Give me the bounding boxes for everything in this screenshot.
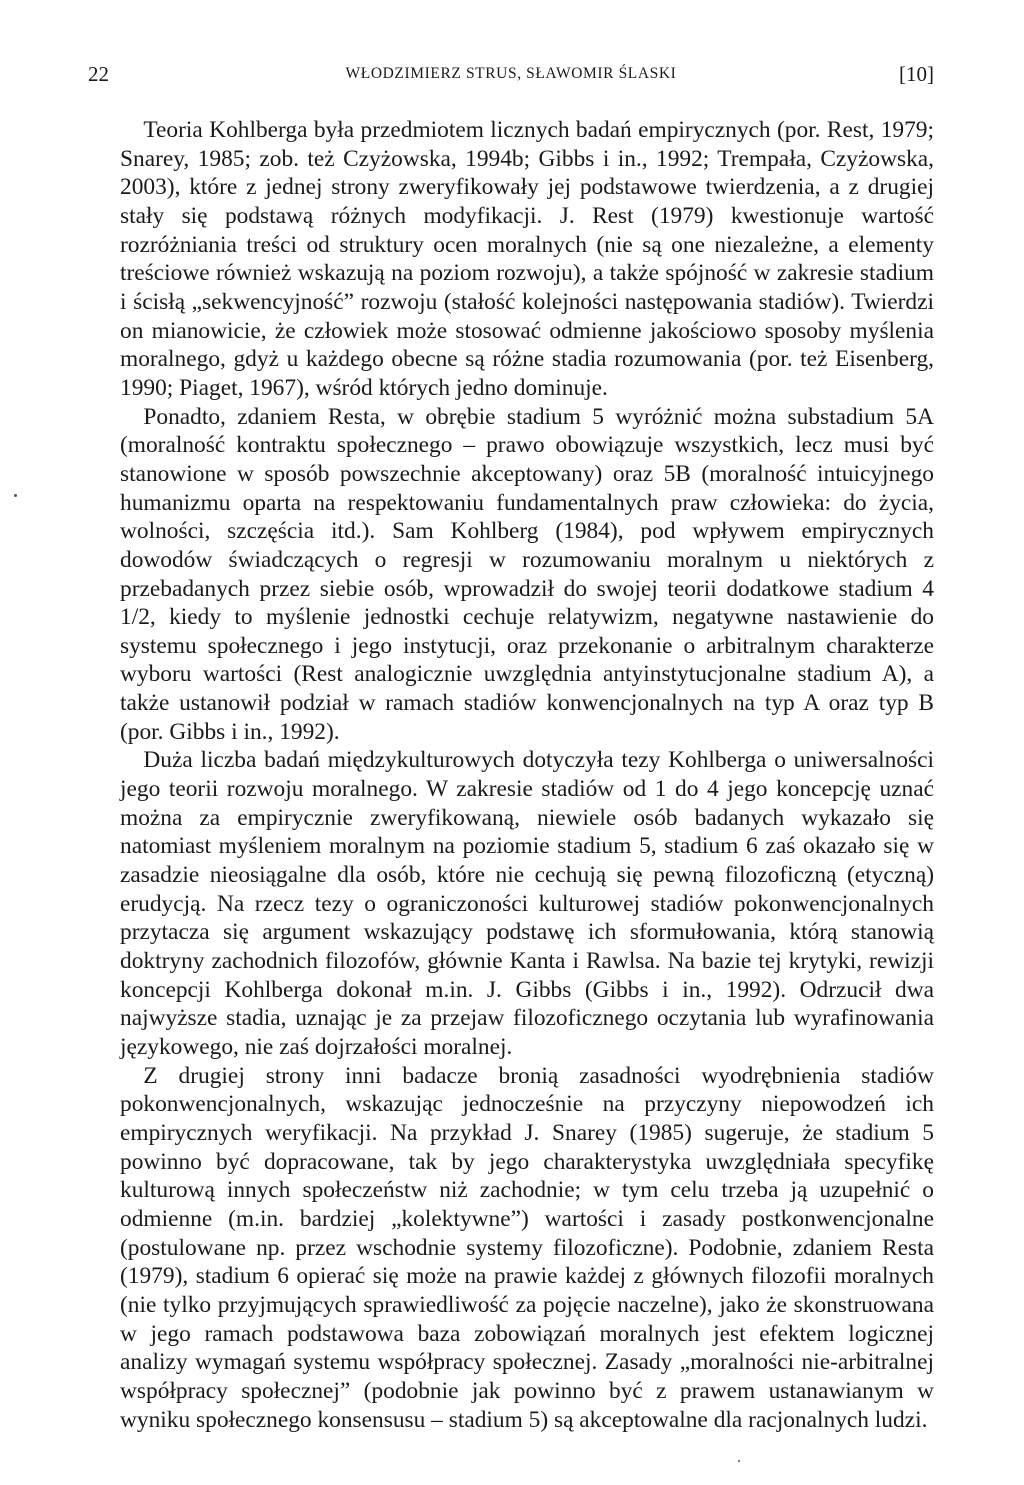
paragraph-3: Duża liczba badań międzykulturowych dotyczyła tezy Kohlberga o uniwersalności jego teorii rozwoju moralnego. W zakresie stadiów od 1 do 4 jego koncepcję uznać można za empirycznie zweryfikowaną, niewiele osób badanych wykazało się natomiast myśleniem moralnym na poziomie stadium 5, stadium 6 zaś okazało się w zasadzie nieosiągalne dla osób, które nie cechują się pewną filozoficzną (etyczną) erudycją. Na rzecz tezy o ograniczoności kulturowej stadiów pokonwencjonalnych przytacza się argument wskazujący podstawę ich sformułowania, którą stanowią doktryny zachodnich filozofów, głównie Kanta i Rawlsa. Na bazie tej krytyki, rewizji koncepcji Kohlberga dokonał m.in. J. Gibbs (Gibbs i in., 1992). Odrzucił dwa najwyższe stadia, uznając je za przejaw filozoficznego oczytania lub wyrafinowania językowego, nie zaś dojrzałości moralnej. bbox=[120, 747, 934, 1060]
paragraph-4: Z drugiej strony inni badacze bronią zasadności wyodrębnienia stadiów pokonwencjonalnych, wskazując jednocześnie na przyczyny niepowodzeń ich empirycznych weryfikacji. Na przykład J. Snarey (1985) sugeruje, że stadium 5 powinno być dopracowane, tak by jego charakterystyka uwzględniała specyfikę kulturową innych społeczeństw niż zachodnie; w tym celu trzeba ją uzupełnić o odmienne (m.in. bardziej „kolektywne”) wartości i zasady postkonwencjonalne (postulowane np. przez wschodnie systemy filozoficzne). Podobnie, zdaniem Resta (1979), stadium 6 opierać się może na prawie każdej z głównych filozofii moralnych (nie tylko przyjmujących sprawiedliwość za pojęcie naczelne), jako że skonstruowana w jego ramach podstawowa baza zobowiązań moralnych jest efektem logicznej analizy wymagań systemu współpracy społecznej. Zasady „moralności nie-arbitralnej współpracy społecznej” (podobnie jak powinno być z prawem ustanawianym w wyniku społecznego konsensusu – stadium 5) są akceptowalne dla racjonalnych ludzi. bbox=[120, 1062, 934, 1433]
scan-speck bbox=[738, 1460, 740, 1462]
paragraph-1: Teoria Kohlberga była przedmiotem licznych badań empirycznych (por. Rest, 1979; Snarey, 1985; zob. też Czyżowska, 1994b; Gibbs i in., 1992; Trempała, Czyżowska, 2003), które z jednej strony zweryfikowały jej podstawowe twierdzenia, a z drugiej stały się podstawą różnych modyfikacji. J. Rest (1979) kwestionuje wartość rozróżniania treści od struktury ocen moralnych (nie są one niezależne, a elementy treściowe również wskazują na poziom rozwoju), a także spójność w zakresie stadium i ścisłą „sekwencyjność” rozwoju (stałość kolejności następowania stadiów). Twierdzi on mianowicie, że człowiek może stosować odmienne jakościowo sposoby myślenia moralnego, gdyż u każdego obecne są różne stadia rozumowania (por. też Eisenberg, 1990; Piaget, 1967), wśród których jedno dominuje. bbox=[120, 117, 934, 401]
running-title: WŁODZIMIERZ STRUS, SŁAWOMIR ŚLASKI bbox=[345, 65, 677, 82]
scan-speck bbox=[14, 494, 17, 497]
paragraph-2: Ponadto, zdaniem Resta, w obrębie stadium 5 wyróżnić można substadium 5A (moralność kontraktu społecznego – prawo obowiązuje wszystkich, lecz musi być stanowione w sposób powszechnie akceptowany) oraz 5B (moralność intuicyjnego humanizmu oparta na respektowaniu fundamentalnych praw człowieka: do życia, wolności, szczęścia itd.). Sam Kohlberg (1984), pod wpływem empirycznych dowodów świadczących o regresji w rozumowaniu moralnym u niektórych z przebadanych przez siebie osób, wprowadził do swojej teorii dodatkowe stadium 4 1/2, kiedy to myślenie jednostki cechuje relatywizm, negatywne nastawienie do systemu społecznego i jego instytucji, oraz przekonanie o arbitralnym charakterze wyboru wartości (Rest analogicznie uwzględnia antyinstytucjonalne stadium A), a także ustanowił podział w ramach stadiów konwencjonalnych na typ A oraz typ B (por. Gibbs i in., 1992). bbox=[120, 403, 934, 745]
body-text bbox=[120, 116, 934, 1434]
page-header bbox=[88, 62, 934, 90]
section-number: [10] bbox=[899, 62, 934, 86]
page-number: 22 bbox=[88, 62, 109, 86]
